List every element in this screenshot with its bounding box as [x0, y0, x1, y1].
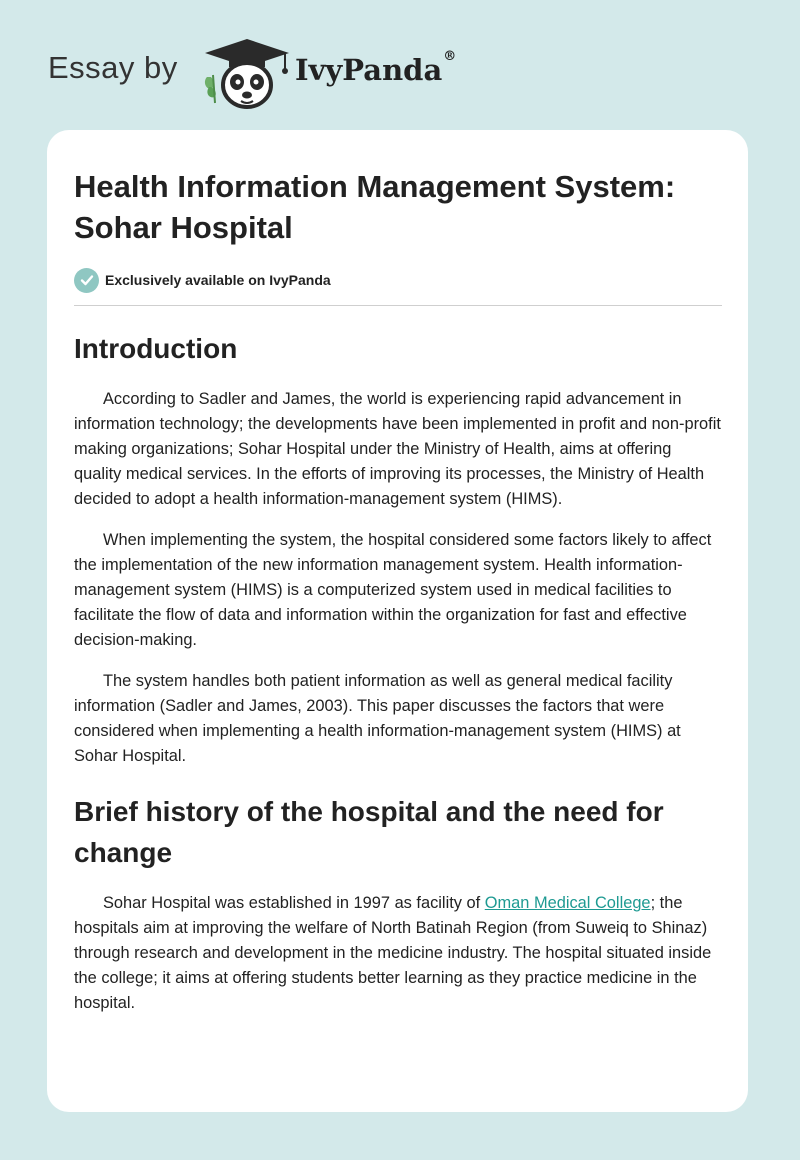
registered-mark: ®	[443, 49, 457, 64]
section-heading-introduction: Introduction	[74, 333, 238, 364]
paragraph: When implementing the system, the hospital considered some factors likely to affect the implementation of the new information management system. Health information-management system (HIMS) is a computerized system used in medical facilities to facilitate the flow of data and information within the organization for fast and effective decision-making.	[74, 531, 712, 649]
oman-medical-college-link[interactable]: Oman Medical College	[484, 894, 651, 912]
paragraph: The system handles both patient information as well as general medical facility information (Sadler and James, 2003). This paper discusses the factors that were considered when implementing a health information-management system (HIMS) at Sohar Hospital.	[74, 672, 681, 765]
site-header	[0, 0, 800, 130]
essay-by-label: Essay by	[48, 50, 178, 85]
panda-graduate-icon	[201, 37, 293, 111]
brand-logo-text[interactable]	[295, 49, 457, 87]
divider	[74, 305, 722, 306]
essay-card	[47, 130, 748, 1112]
brand-name: IvyPanda	[295, 53, 443, 87]
badge-text: Exclusively available on IvyPanda	[105, 272, 331, 288]
paragraph: According to Sadler and James, the world is experiencing rapid advancement in information technology; the developments have been implemented in profit and non-profit making organizations; Sohar Hospital under the Ministry of Health, aims at offering quality medical services. In the efforts of improving its processes, the Ministry of Health decided to adopt a health information-management system (HIMS).	[74, 390, 721, 508]
check-icon	[74, 268, 99, 293]
page-title: Health Information Management System: Sohar Hospital	[74, 169, 676, 245]
section-heading-history: Brief history of the hospital and the need for change	[74, 796, 664, 868]
exclusive-badge	[74, 266, 722, 294]
paragraph	[74, 891, 722, 1016]
paragraph-text: Sohar Hospital was established in 1997 as facility of	[103, 894, 485, 912]
paragraph-text: ; the hospitals aim at improving the welfare of North Batinah Region (from Suweiq to Shinaz) through research and development in the medicine industry. The hospital situated inside the college; it aims at offering students better learning as they practice medicine in the hospital.	[74, 894, 712, 1012]
